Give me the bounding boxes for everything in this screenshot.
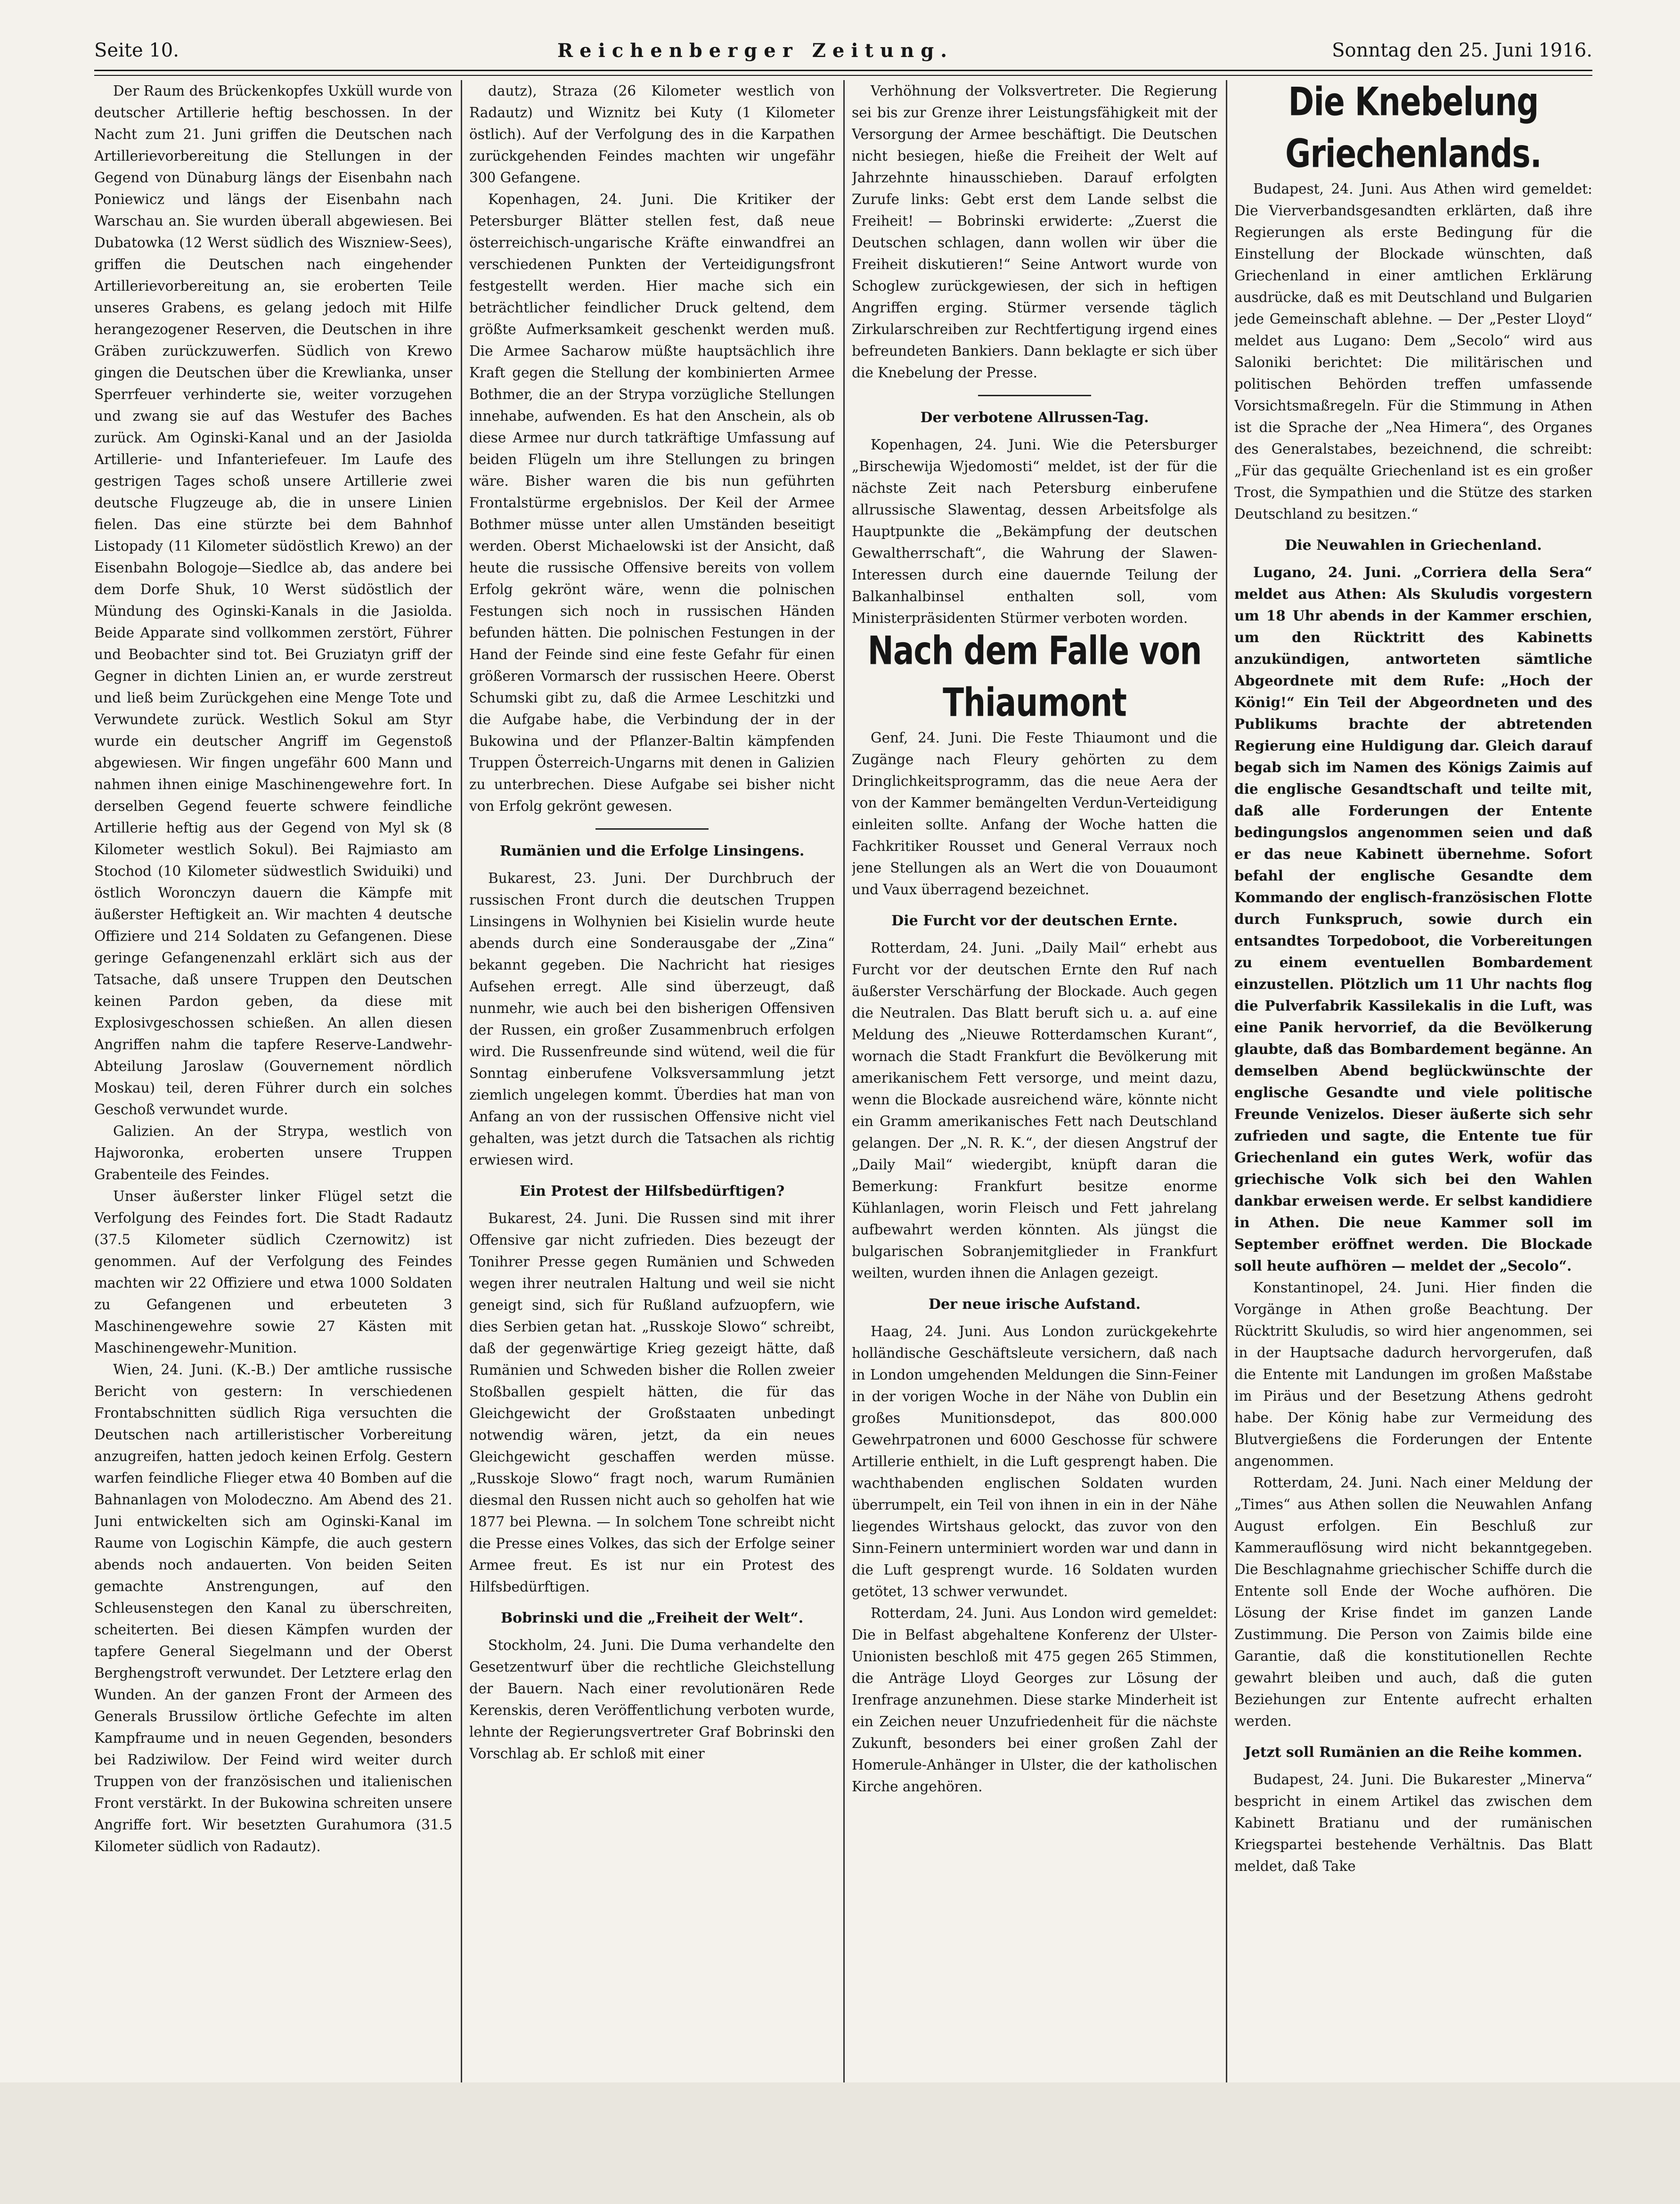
article-heading: Die Neuwahlen in Griechenland.	[1285, 537, 1542, 554]
header-rule	[94, 70, 1592, 76]
column-4	[1234, 80, 1592, 2082]
article-heading: Jetzt soll Rumänien an die Reihe kommen.	[1244, 1744, 1582, 1761]
article-heading: Ein Protest der Hilfsbedürftigen?	[519, 1183, 785, 1200]
article-heading: Bobrinski und die „Freiheit der Welt“.	[500, 1610, 804, 1626]
headline-griechenland: Die Knebelung Griechenlands.	[1285, 80, 1541, 177]
article-text: dautz), Straza (26 Kilometer westlich von Radautz) und Wiznitz bei Kuty (1 Kilometer östlich). Auf der Verfolgung des in die Karpathen zurückgehenden Feindes machten wir ungefähr 300 Gefangene.	[469, 83, 835, 186]
article-text: Verhöhnung der Volksvertreter. Die Regierung sei bis zur Grenze ihrer Leistungsfähigkeit mit der Versorgung der Armee beschäftigt. Die Deutschen nicht besiegen, hieße die Freiheit der Welt auf Jahrzehnte hinausschieben. Darauf erfolgten Zurufe links: Gebt erst dem Lande selbst die Freiheit! — Bobrinski erwiderte: „Zuerst die Deutschen schlagen, dann wollen wir über die Freiheit diskutieren!“ Seine Antwort wurde von Schoglew zurückgewiesen, der sich in heftigen Angriffen erging. Stürmer versende täglich Zirkularschreiben zur Rechtfertigung irgend eines befreundeten Bankiers. Dann beklagte er sich über die Knebelung der Presse.	[852, 83, 1217, 381]
column-3	[852, 80, 1217, 2082]
article-text: Budapest, 24. Juni. Aus Athen wird gemeldet: Die Vierverbandsgesandten erklärten, daß ihre Regierungen als erste Bedingung für die Einstellung der Blockade wünschten, daß Griechenland in einer amtlichen Erklärung ausdrücke, daß es mit Deutschland und Bulgarien jede Gemeinschaft ablehne. — Der „Pester Lloyd“ meldet aus Lugano: Dem „Secolo“ wird aus Saloniki berichtet: Die militärischen und politischen Behörden treffen umfassende Vorsichtsmaßregeln. Für die Stimmung in Athen ist die Sprache der „Nea Himera“, des Organes des Generalstabes, bezeichnend, die schreibt: „Für das gequälte Griechenland ist es ein großer Trost, die Sympathien und die Stütze des starken Deutschland zu besitzen.“	[1234, 181, 1592, 522]
article-text: Kopenhagen, 24. Juni. Die Kritiker der Petersburger Blätter stellen fest, daß neue österreichisch-ungarische Kräfte einwandfrei an verschiedenen Punkten der Verteidigungsfront festgestellt werden. Hier mache sich ein beträchtlicher feindlicher Druck geltend, dem größte Aufmerksamkeit geschenkt werden muß. Die Armee Sacharow müßte hauptsächlich ihre Kraft gegen die Stellung der kombinierten Armee Bothmer, die an der Strypa vorzügliche Stellungen innehabe, aufwenden. Es hat den Anschein, als ob diese Armee nur durch tatkräftige Umfassung auf beiden Flügeln um ihre Stellungen zu bringen wäre. Bisher waren die bis nun geführten Frontalstürme ergebnislos. Der Keil der Armee Bothmer müsse unter allen Umständen beseitigt werden. Oberst Michaelowski ist der Ansicht, daß heute die russische Offensive bereits von vollem Erfolg gekrönt wäre, wenn die polnischen Festungen sich noch in russischen Händen befunden hätten. Die polnischen Festungen in der Hand der Feinde sind eine feste Gefahr für einen größeren Vormarsch der russischen Heere. Oberst Schumski gibt zu, daß die Armee Leschitzki und die Aufgabe habe, die Verbindung der in der Bukowina und der Pflanzer-Baltin kämpfenden Truppen Österreich-Ungarns mit denen in Galizien zu unterbrechen. Diese Aufgabe sei bisher nicht von Erfolg gekrönt gewesen.	[469, 191, 835, 814]
page-header	[94, 34, 1592, 67]
column-divider	[461, 80, 462, 2082]
article-text: Rotterdam, 24. Juni. „Daily Mail“ erhebt aus Furcht vor der deutschen Ernte den Ruf nach äußerster Verschärfung der Blockade. Auch gegen die Neutralen. Das Blatt beruft sich u. a. auf eine Meldung des „Nieuwe Rotterdamschen Kurant“, wornach die Stadt Frankfurt die Bevölkerung mit amerikanischem Fett versorge, und meint dazu, wenn die Blockade ausreichend wäre, könnte nicht ein Gramm amerikanisches Fett nach Deutschland gelangen. Der „N. R. K.“, der diesen Angstruf der „Daily Mail“ wiedergibt, knüpft daran die Bemerkung: Frankfurt besitze enorme Kühlanlagen, worin Fleisch und Fett jahrelang aufbewahrt werden könnten. Als jüngst die bulgarischen Sobranjemitglieder in Frankfurt weilten, wurden ihnen die Anlagen gezeigt.	[852, 940, 1217, 1281]
masthead: Reichenberger Zeitung.	[557, 39, 954, 62]
page-bottom-margin	[0, 2082, 1680, 2204]
issue-date: Sonntag den 25. Juni 1916.	[1332, 40, 1592, 61]
article-heading: Der neue irische Aufstand.	[928, 1296, 1141, 1313]
article-heading: Die Furcht vor der deutschen Ernte.	[891, 913, 1178, 929]
article-text: Der Raum des Brückenkopfes Uxküll wurde von deutscher Artillerie heftig beschossen. In der Nacht zum 21. Juni griffen die Deutschen nach Artillerievorbereitung die Stellungen in der Gegend von Dünaburg längs der Eisenbahn nach Poniewicz und längs der Eisenbahn nach Warschau an. Sie wurden überall abgewiesen. Bei Dubatowka (12 Werst südlich des Wiszniew-Sees), griffen die Deutschen nach eingehender Artillerievorbereitung an, sie eroberten Teile unseres Grabens, es gelang jedoch mit Hilfe herangezogener Reserven, die Deutschen in ihre Gräben zurückzuwerfen. Südlich von Krewo gingen die Deutschen über die Krewlianka, unser Sperrfeuer verhinderte sie, weiter vorzugehen und zwang sie auf das Westufer des Baches zurück. Am Oginski-Kanal und an der Jasiolda Artillerie- und Infanteriefeuer. Im Laufe des gestrigen Tages schoß unsere Artillerie zwei deutsche Flugzeuge ab, die in unsere Linien fielen. Das eine stürzte bei dem Bahnhof Listopady (11 Kilometer südöstlich Krewo) an der Eisenbahn Bologoje—Siedlce ab, das andere bei dem Dorfe Shuk, 10 Werst südöstlich der Mündung des Oginski-Kanals in die Jasiolda. Beide Apparate sind vollkommen zerstört, Führer und Beobachter sind tot. Bei Gruziatyn griff der Gegner in dichten Linien an, er wurde zerstreut und ließ beim Zurückgehen eine Menge Tote und Verwundete zurück. Westlich Sokul am Styr wurde ein deutscher Angriff im Gegenstoß abgewiesen. Wir fingen ungefähr 600 Mann und nahmen ihnen einige Maschinengewehre fort. In derselben Gegend feuerte schwere feindliche Artillerie heftig aus der Gegend von Myl sk (8 Kilometer westlich Sokul). Bei Rajmiasto am Stochod (10 Kilometer südwestlich Swiduiki) und östlich Woronczyn dauern die Kämpfe mit äußerster Heftigkeit an. Wir machten 4 deutsche Offiziere und 214 Soldaten zu Gefangenen. Diese geringe Gefangenenzahl erklärt sich aus der Tatsache, daß unsere Truppen den Deutschen keinen Pardon geben, da diese mit Explosivgeschossen schießen. An allen diesen Angriffen nahm die tapfere Reserve-Landwehr-Abteilung Jaroslaw (Gouvernement nördlich Moskau) teil, deren Führer durch ein solches Geschoß verwundet wurde.	[94, 83, 452, 1118]
page-number: Seite 10.	[94, 40, 179, 61]
article-text: Haag, 24. Juni. Aus London zurückgekehrte holländische Geschäftsleute versichern, daß nach in London umgehenden Meldungen die Sinn-Feiner in der vorigen Woche in der Nähe von Dublin ein großes Munitionsdepot, das 800.000 Gewehrpatronen und 6000 Geschosse für schwere Artillerie enthielt, in die Luft gesprengt haben. Die wachthabenden englischen Soldaten wurden überrumpelt, ein Teil von ihnen in ein in der Nähe liegendes Wirtshaus gelockt, das zuvor von den Sinn-Feinern unterminiert worden war und dann in die Luft gesprengt wurde. 16 Soldaten wurden getötet, 13 schwer verwundet.	[852, 1323, 1217, 1600]
article-text: Kopenhagen, 24. Juni. Wie die Petersburger „Birschewija Wjedomosti“ meldet, ist der für die nächste Zeit nach Petersburg einberufene allrussische Slawentag, dessen Arbeitsfolge als Hauptpunkte die „Bekämpfung der deutschen Gewaltherrschaft“, die Wahrung der Slawen-Interessen durch eine dauernde Teilung der Balkanhalbinsel enthalten soll, vom Ministerpräsidenten Stürmer verboten worden.	[852, 437, 1217, 626]
article-text: Galizien. An der Strypa, westlich von Hajworonka, eroberten unsere Truppen Grabenteile des Feindes.	[94, 1123, 452, 1183]
separator	[978, 395, 1091, 396]
headline-thiaumont: Nach dem Falle von Thiaumont	[867, 628, 1202, 726]
article-text: Genf, 24. Juni. Die Feste Thiaumont und die Zugänge nach Fleury gehörten zu dem Dringlichkeitsprogramm, das die neue Aera der von der Kammer bemängelten Verdun-Verteidigung einleiten sollte. Anfang der Woche hatten die Fachkritiker Rousset und General Verraux noch jene Stellungen als an Wert die von Douaumont und Vaux überragend bezeichnet.	[852, 730, 1217, 898]
article-text: Stockholm, 24. Juni. Die Duma verhandelte den Gesetzentwurf über die rechtliche Gleichstellung der Bauern. Nach einer revolutionären Rede Kerenskis, deren Veröffentlichung verboten wurde, lehnte der Regierungsvertreter Graf Bobrinski den Vorschlag ab. Er schloß mit einer	[469, 1637, 835, 1762]
article-text: Lugano, 24. Juni. „Corriera della Sera“ meldet aus Athen: Als Skuludis vorgestern um 18 Uhr abends in der Kammer erschien, um den Rücktritt des Kabinetts anzukündigen, antworteten sämtliche Abgeordnete mit dem Rufe: „Hoch der König!“ Ein Teil der Abgeordneten und des Publikums brachte der abtretenden Regierung eine Huldigung dar. Gleich darauf begab sich im Namen des Königs Zaimis auf die englische Gesandtschaft und teilte mit, daß alle Forderungen der Entente bedingungslos angenommen seien und daß er das neue Kabinett übernehme. Sofort befahl der englische Gesandte dem Kommando der englisch-französischen Flotte durch Funkspruch, sowie durch ein entsandtes Torpedoboot, die Vorbereitungen zu einem eventuellen Bombardement einzustellen. Plötzlich um 11 Uhr nachts flog die Pulverfabrik Kassilekalis in die Luft, was eine Panik hervorrief, da die Bevölkerung glaubte, daß das Bombardement begänne. An demselben Abend beglückwünschte der englische Gesandte und viele politische Freunde Venizelos. Dieser äußerte sich sehr zufrieden und sagte, die Entente tue für Griechenland ein gutes Werk, wofür das griechische Volk sich bei den Wahlen dankbar erweisen werde. Er selbst kandidiere in Athen. Die neue Kammer soll im September eröffnet werden. Die Blockade soll heute aufhören — meldet der „Secolo“.	[1234, 564, 1592, 1274]
column-divider	[1226, 80, 1227, 2082]
article-text: Bukarest, 24. Juni. Die Russen sind mit ihrer Offensive gar nicht zufrieden. Dies bezeugt der Tonihrer Presse gegen Rumänien und Schweden wegen ihrer neutralen Haltung und weil sie nicht geneigt sind, sich für Rußland aufzuopfern, wie dies Serbien getan hat. „Russkoje Slowo“ schreibt, daß der gegenwärtige Krieg gezeigt hätte, daß Rumänien und Schweden bisher die Rollen zweier Stoßballen gespielt hätten, die für das Gleichgewicht der Großstaaten unbedingt notwendig wären, jetzt, da ein neues Gleichgewicht geschaffen werden müsse. „Russkoje Slowo“ fragt noch, warum Rumänien diesmal den Russen nicht auch so geholfen hat wie 1877 bei Plewna. — In solchem Tone schreibt nicht die Presse eines Volkes, das sich der Erfolge seiner Armee freut. Es ist nur ein Protest des Hilfsbedürftigen.	[469, 1210, 835, 1595]
article-text: Rotterdam, 24. Juni. Aus London wird gemeldet: Die in Belfast abgehaltene Konferenz der Ulster-Unionisten beschloß mit 475 gegen 265 Stimmen, die Anträge Lloyd Georges zur Lösung der Irenfrage anzunehmen. Diese starke Minderheit ist ein Zeichen neuer Unzufriedenheit für die nächste Zukunft, besonders bei einer großen Zahl der Homerule-Anhänger in Ulster, die der katholischen Kirche angehören.	[852, 1605, 1217, 1795]
bold-report	[1234, 562, 1592, 1277]
column-2	[469, 80, 835, 2082]
article-text: Budapest, 24. Juni. Die Bukarester „Minerva“ bespricht in einem Artikel das zwischen dem Kabinett Bratianu und der rumänischen Kriegspartei bestehende Verhältnis. Das Blatt meldet, daß Take	[1234, 1771, 1592, 1874]
article-heading: Der verbotene Allrussen-Tag.	[920, 409, 1149, 426]
article-text: Unser äußerster linker Flügel setzt die Verfolgung des Feindes fort. Die Stadt Radautz (37.5 Kilometer südlich Czernowitz) ist genommen. Auf der Verfolgung des Feindes machten wir 22 Offiziere und etwa 1000 Soldaten zu Gefangenen und erbeuteten 3 Maschinengewehre sowie 27 Kästen mit Maschinengewehr-Munition.	[94, 1188, 452, 1356]
article-text: Rotterdam, 24. Juni. Nach einer Meldung der „Times“ aus Athen sollen die Neuwahlen Anfang August erfolgen. Ein Beschluß zur Kammerauflösung wird nicht bekanntgegeben. Die Beschlagnahme griechischer Schiffe durch die Entente soll Ende der Woche aufhören. Die Lösung der Krise findet im ganzen Lande Zustimmung. Die Person von Zaimis bilde eine Garantie, daß die konstitutionellen Rechte gewahrt bleiben und auch, daß die guten Beziehungen zur Entente aufrecht erhalten werden.	[1234, 1475, 1592, 1729]
column-divider	[843, 80, 845, 2082]
separator	[595, 828, 709, 830]
article-text: Bukarest, 23. Juni. Der Durchbruch der russischen Front durch die deutschen Truppen Linsingens in Wolhynien bei Kisielin wurde heute abends durch eine Sonderausgabe der „Zina“ bekannt gegeben. Die Nachricht hat riesiges Aufsehen erregt. Alle sind überzeugt, daß nunmehr, wie auch bei den bisherigen Offensiven der Russen, ein großer Zusammenbruch erfolgen wird. Die Russenfreunde sind wütend, weil die für Sonntag einberufene Volksversammlung jetzt ziemlich ungelegen kommt. Überdies hat man von Anfang an von der russischen Offensive nicht viel gehalten, was jetzt durch die Tatsachen als richtig erwiesen wird.	[469, 870, 835, 1168]
article-text: Wien, 24. Juni. (K.-B.) Der amtliche russische Bericht von gestern: In verschiedenen Frontabschnitten südlich Riga versuchten die Deutschen nach artilleristischer Vorbereitung anzugreifen, hatten jedoch keinen Erfolg. Gestern warfen feindliche Flieger etwa 40 Bomben auf die Bahnanlagen von Molodeczno. Am Abend des 21. Juni entwickelten sich am Oginski-Kanal im Raume von Logischin Kämpfe, die auch gestern abends noch andauerten. Von beiden Seiten gemachte Anstrengungen, auf den Schleusenstegen den Kanal zu überschreiten, scheiterten. Bei diesen Kämpfen wurden der tapfere General Siegelmann und der Oberst Berghengstroft verwundet. Der Letztere erlag den Wunden. An der ganzen Front der Armeen des Generals Brussilow örtliche Gefechte im alten Kampfraume und in neuen Gegenden, besonders bei Radziwilow. Der Feind wird weiter durch Truppen von der französischen und italienischen Front verstärkt. In der Bukowina schreiten unsere Angriffe fort. Wir besetzten Gurahumora (31.5 Kilometer südlich von Radautz).	[94, 1362, 452, 1854]
column-1	[94, 80, 452, 2082]
article-text: Konstantinopel, 24. Juni. Hier finden die Vorgänge in Athen große Beachtung. Der Rücktritt Skuludis, so wird hier angenommen, sei in der Hauptsache dadurch hervorgerufen, daß die Entente mit Landungen im großen Maßstabe im Piräus und der Besetzung Athens gedroht habe. Der König habe zur Vermeidung des Blutvergießens die Forderungen der Entente angenommen.	[1234, 1280, 1592, 1469]
article-heading: Rumänien und die Erfolge Linsingens.	[499, 843, 805, 859]
